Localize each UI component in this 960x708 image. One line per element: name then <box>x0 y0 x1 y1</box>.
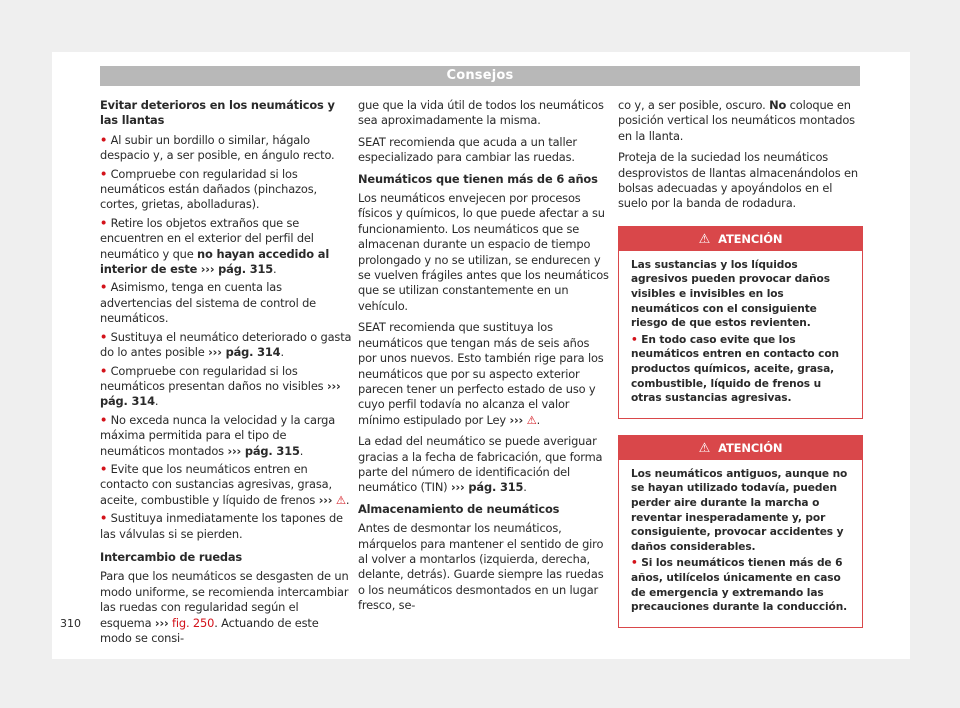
warning-triangle-icon: ⚠ <box>335 492 346 507</box>
figure-link[interactable]: fig. 250 <box>172 615 215 630</box>
page-number: 310 <box>60 617 81 630</box>
warning-triangle-icon: ⚠ <box>698 440 711 456</box>
warning-box-body: Las sustancias y los líquidos agresivos pueden provocar daños visibles e invisibles en los neumáticos con el consiguiente riesgo de que estos revienten. • En todo caso evite que los neumáticos entren en contacto con productos químicos, aceite, grasa, combustible, líquido de frenos u otras sustancias agresivas. <box>619 251 862 418</box>
paragraph: SEAT recomienda que sustituya los neumáticos que tengan más de seis años por unos nuevos. Esto también rige para los neumáticos que por su aspecto exterior parecen tener un perfecto estado de uso y cuyo perfil todavía no alcanza el valor mínimo estipulado por Ley ››› ⚠. <box>358 320 604 427</box>
column-2 <box>358 98 610 620</box>
warning-box <box>618 435 863 628</box>
page-header: Consejos <box>100 66 860 86</box>
warning-box <box>618 226 863 419</box>
bullet-icon: • <box>100 461 108 476</box>
warning-box-header: ⚠ ATENCIÓN <box>619 227 862 251</box>
bullet-icon: • <box>100 412 108 427</box>
list-item: • Al subir un bordillo o similar, hágalo despacio y, a ser posible, en ángulo recto. <box>100 132 335 163</box>
bullet-icon: • <box>100 280 108 295</box>
paragraph: co y, a ser posible, oscuro. No coloque en posición vertical los neumáticos montados en la llanta. <box>618 98 855 143</box>
bullet-icon: • <box>100 215 108 230</box>
list-item: • Compruebe con regularidad si los neumáticos están dañados (pinchazos, cortes, grietas, abolladuras). <box>100 166 317 212</box>
warning-triangle-icon: ⚠ <box>698 231 711 247</box>
bullet-icon: • <box>100 363 108 378</box>
list-item: • Sustituya el neumático deteriorado o gasta do lo antes posible ››› pág. 314. <box>100 329 352 360</box>
list-item: • Si los neumáticos tienen más de 6 años, utilícelos únicamente en caso de emergencia y extremando las precauciones durante la conducción. <box>631 557 848 614</box>
paragraph-wheel-swap: Para que los neumáticos se desgasten de un modo uniforme, se recomienda intercambiar las ruedas con regularidad según el esquema ››› fig. 250. Actuando de este modo se consi- <box>100 569 349 645</box>
list-item: • Compruebe con regularidad si los neumáticos presentan daños no visibles ››› pág. 314. <box>100 363 341 409</box>
heading-tyre-storage: Almacenamiento de neumáticos <box>358 501 560 516</box>
heading-old-tyres: Neumáticos que tienen más de 6 años <box>358 171 598 186</box>
paragraph: La edad del neumático se puede averiguar gracias a la fecha de fabricación, que forma parte del número de identificación del neumático (TIN) ››› pág. 315. <box>358 434 603 495</box>
warning-triangle-icon: ⚠ <box>526 412 537 427</box>
paragraph: Proteja de la suciedad los neumáticos desprovistos de llantas almacenándolos en bolsas adecuadas y apoyándolos en el suelo por la banda de rodadura. <box>618 150 858 211</box>
bullet-icon: • <box>100 511 108 526</box>
page-link[interactable]: ››› pág. 315 <box>200 262 274 277</box>
list-item: • Retire los objetos extraños que se encuentren en el exterior del perfil del neumático y que no hayan accedido al interior de este ››› pág. 315. <box>100 215 330 277</box>
list-item: • Asimismo, tenga en cuenta las advertencias del sistema de control de neumáticos. <box>100 280 317 326</box>
column-3 <box>618 98 863 644</box>
warning-box-header: ⚠ ATENCIÓN <box>619 436 862 460</box>
list-item: • Sustituya inmediatamente los tapones de las válvulas si se pierden. <box>100 511 343 541</box>
paragraph: SEAT recomienda que acuda a un taller especializado para cambiar las ruedas. <box>358 134 577 165</box>
paragraph: Antes de desmontar los neumáticos, márquelos para mantener el sentido de giro al volver a montarlos (izquierda, derecha, delante, detrás). Guarde siempre las ruedas o los neumáticos desmontados en un lugar fresco, se- <box>358 521 604 613</box>
list-item: • No exceda nunca la velocidad y la carga máxima permitida para el tipo de neumáticos montados ››› pág. 315. <box>100 412 336 458</box>
figure-link-arrow[interactable]: ››› <box>154 615 169 630</box>
bullet-icon: • <box>100 166 108 181</box>
heading-tyre-damage: Evitar deterioros en los neumáticos y las llantas <box>100 98 335 128</box>
page-link[interactable]: ››› pág. 315 <box>450 480 524 495</box>
column-1 <box>100 98 352 652</box>
page-link[interactable]: ››› pág. 315 <box>227 443 300 458</box>
warning-link[interactable]: ››› <box>509 412 524 427</box>
warning-link[interactable]: ››› <box>318 492 333 507</box>
list-item: • Evite que los neumáticos entren en contacto con sustancias agresivas, grasa, aceite, combustible y líquido de frenos ››› ⚠. <box>100 461 350 507</box>
list-item: • En todo caso evite que los neumáticos entren en contacto con productos químicos, aceite, grasa, combustible, líquido de frenos u otras sustancias agresivas. <box>631 333 839 405</box>
heading-wheel-swap: Intercambio de ruedas <box>100 549 243 564</box>
bullet-icon: • <box>100 132 108 147</box>
paragraph: Los neumáticos envejecen por procesos físicos y químicos, lo que puede afectar a su funcionamiento. Los neumáticos que se almacenan durante un espacio de tiempo prolongado y no se utilizan, se endurecen y se vuelven frágiles antes que los neumáticos que se utilizan constantemente en un vehículo. <box>358 191 609 313</box>
page-link[interactable]: ››› pág. 314 <box>100 378 341 409</box>
warning-box-body: Los neumáticos antiguos, aunque no se hayan utilizado todavía, pueden perder aire durante la marcha o reventar inesperadamente y, por consiguiente, provocar accidentes y daños considerables. • Si los neumáticos tienen más de 6 años, utilícelos únicamente en caso de emergencia y extremando las precauciones durante la conducción. <box>619 460 862 627</box>
bullet-icon: • <box>631 557 638 570</box>
page-link[interactable]: ››› pág. 314 <box>208 345 281 360</box>
paragraph: gue que la vida útil de todos los neumáticos sea aproximadamente la misma. <box>358 98 604 128</box>
bullet-icon: • <box>100 329 108 344</box>
bullet-icon: • <box>631 333 638 346</box>
